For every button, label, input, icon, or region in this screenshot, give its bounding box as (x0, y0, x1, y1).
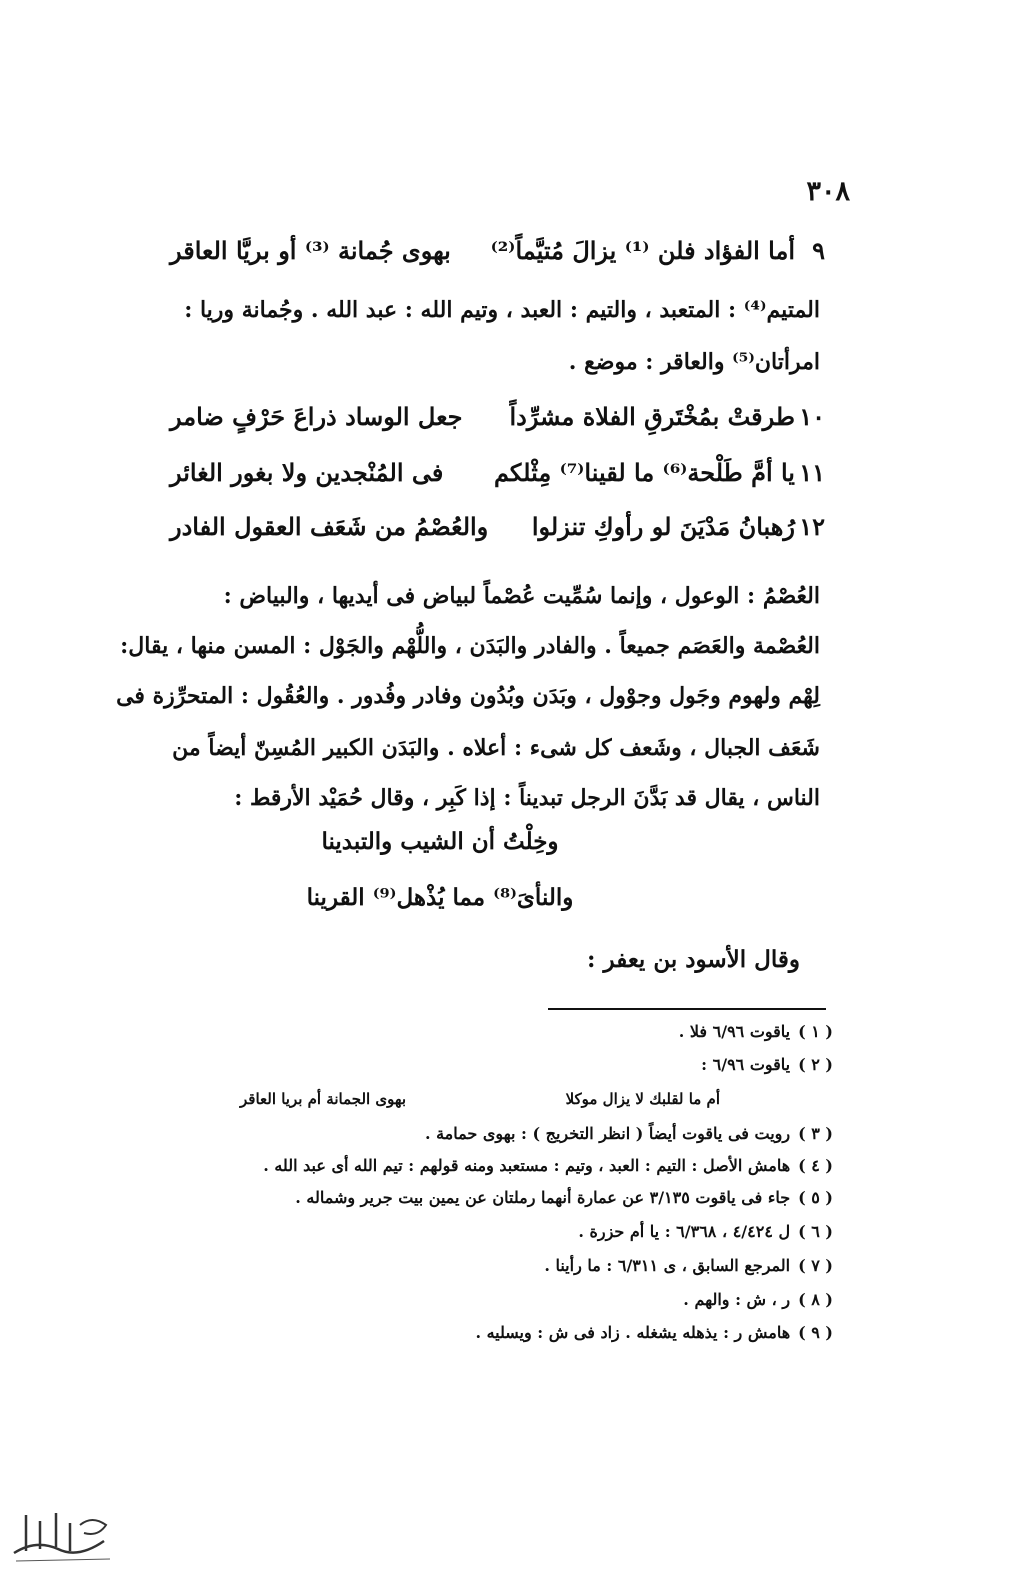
verse-line (170, 512, 825, 552)
verse-second-hemistich: بهوى جُمانة ⁽³⁾ أو بريَّا العاقر (170, 236, 451, 265)
verse-number: ١٠ (799, 402, 825, 431)
page-number: ٣٠٨ (806, 176, 850, 207)
commentary-line: امرأتان⁽⁵⁾ والعاقر : موضع . (568, 349, 820, 375)
commentary-line: المتيم⁽⁴⁾ : المتعبد ، والتيم : العبد ، وتيم الله : عبد الله . وجُمانة وريا : (184, 297, 820, 323)
verse-number: ١١ (799, 458, 825, 487)
footnote-number: ( ٥ ) (798, 1188, 833, 1207)
verse-line (170, 458, 825, 498)
footnote-text: المرجع السابق ، ى ٦/٣١١ : ما رأينا . (544, 1256, 791, 1275)
footnote-verse-first: أم ما لقلبك لا يزال موكلا (565, 1090, 720, 1108)
footnote-number: ( ١ ) (798, 1022, 833, 1041)
footnote (200, 1188, 833, 1207)
footnote (200, 1290, 833, 1309)
footnote-text: ل ٤/٤٢٤ ، ٦/٣٦٨ : يا أم حزرة . (578, 1222, 791, 1241)
verse-number: ١٢ (799, 512, 825, 541)
footnote-text: رويت فى ياقوت أيضاً ( انظر التخريج ) : بهوى حمامة . (424, 1124, 791, 1143)
footnote-text: ر ، ش : والهم . (683, 1290, 791, 1309)
footnote-number: ( ٧ ) (798, 1256, 833, 1275)
footnote-number: ( ٦ ) (798, 1222, 833, 1241)
verse-second-hemistich: فى المُنْجدين ولا بغور الغائر (170, 458, 444, 487)
footnote (200, 1323, 833, 1342)
footnote-text: ياقوت ٦/٩٦ : (701, 1055, 791, 1074)
footnote-verse-second: بهوى الجمانة أم بريا العاقر (240, 1090, 406, 1108)
footnote-number: ( ٣ ) (798, 1124, 833, 1143)
intro-line: وقال الأسود بن يعفر : (587, 946, 800, 973)
footnote-number: ( ٨ ) (798, 1290, 833, 1309)
commentary-line: العُصْمُ : الوعول ، وإنما سُمِّيت عُصْماً لبياض فى أيديها ، والبياض : (223, 583, 820, 609)
verse-line (170, 402, 825, 442)
footnote-text: هامش ر : يذهله يشغله . زاد فى ش : ويسليه . (475, 1323, 791, 1342)
verse-first-hemistich: رُهبانُ مَدْيَنَ لو رأوكِ تنزلوا (531, 512, 795, 541)
commentary-line: الناس ، يقال قد بَدَّنَ الرجل تبديناً : إذا كَبِر ، وقال حُمَيْد الأرقط : (234, 785, 820, 811)
footnote-number: ( ٢ ) (798, 1055, 833, 1074)
poem-line: والنأىَ⁽⁸⁾ مما يُذْهل⁽⁹⁾ القرينا (306, 884, 574, 911)
poem-line: وخِلْتُ أن الشيب والتبدينا (321, 828, 559, 855)
verse-first-hemistich: يا أمَّ طَلْحة⁽⁶⁾ ما لقينا⁽⁷⁾ مِثْلكم (493, 458, 795, 487)
verse-first-hemistich: أما الفؤاد فلن ⁽¹⁾ يزالَ مُتيَّماً⁽²⁾ (490, 236, 795, 265)
verse-line (170, 236, 825, 276)
footnote (200, 1156, 833, 1175)
footnote-text: هامش الأصل : التيم : العبد ، وتيم : مستعبد ومنه قولهم : تيم الله أى عبد الله . (263, 1156, 791, 1175)
footnote (200, 1022, 833, 1041)
footnote (200, 1256, 833, 1275)
commentary-line: العُصْمة والعَصَم جميعاً . والفادر والبَدَن ، واللُّهْم والجَوْل : المسن منها ، يقال: (120, 633, 820, 659)
footnote-text: جاء فى ياقوت ٣/١٣٥ عن عمارة أنهما رملتان عن يمين بيت جرير وشماله . (295, 1188, 791, 1207)
verse-second-hemistich: والعُصْمُ من شَعَف العقول الفادر (170, 512, 489, 541)
verse-first-hemistich: طرقتْ بمُخْتَرقِ الفلاة مشرِّداً (509, 402, 795, 431)
commentary-line: شَعَف الجبال ، وشَعف كل شىء : أعلاه . والبَدَن الكبير المُسِنّ أيضاً من (172, 735, 820, 761)
verse-number: ٩ (812, 236, 825, 265)
footnote-text: ياقوت ٦/٩٦ فلا . (678, 1022, 791, 1041)
commentary-line: لِهْم ولهوم وجَول وجوْول ، وبَدَن وبُدُون وفادر وفُدور . والعُقُول : المتحرِّزة فى (116, 683, 820, 709)
footnote-number: ( ٤ ) (798, 1156, 833, 1175)
footnote (200, 1055, 833, 1074)
footnote-number: ( ٩ ) (798, 1323, 833, 1342)
footnote (200, 1124, 833, 1143)
footnote-separator (548, 1008, 826, 1010)
verse-second-hemistich: جعل الوساد ذراعَ حَرْفٍ ضامر (170, 402, 463, 431)
footnote (200, 1222, 833, 1241)
